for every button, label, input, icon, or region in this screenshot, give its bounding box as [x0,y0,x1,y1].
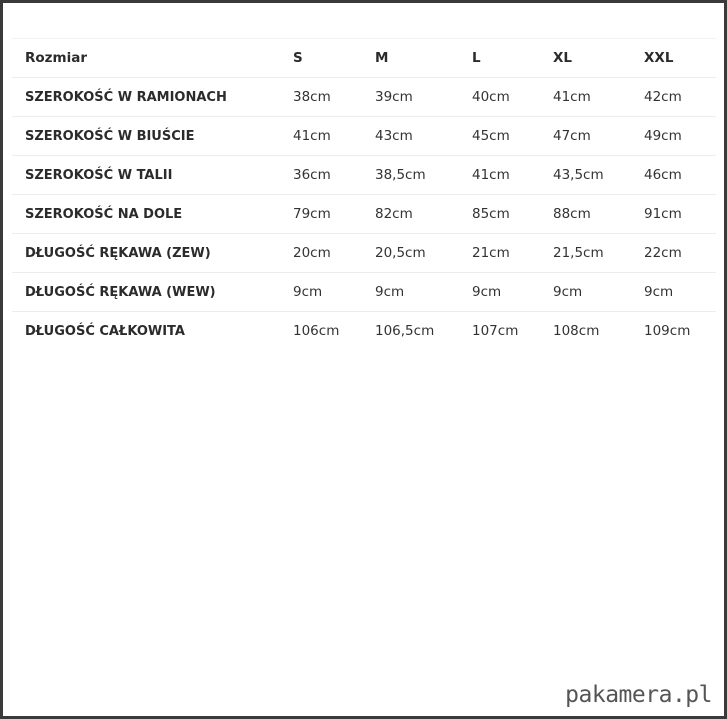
cell-value: 38cm [280,78,362,117]
cell-value: 43,5cm [540,156,631,195]
cell-value: 42cm [631,78,716,117]
cell-value: 21cm [459,234,540,273]
cell-value: 109cm [631,312,716,351]
table-row [12,78,716,117]
header-size-l: L [459,39,540,78]
pakamera-watermark: pakamera.pl [565,682,712,708]
row-label: DŁUGOŚĆ RĘKAWA (WEW) [12,273,280,312]
row-label: DŁUGOŚĆ CAŁKOWITA [12,312,280,351]
table-row [12,156,716,195]
cell-value: 21,5cm [540,234,631,273]
table-row [12,234,716,273]
cell-value: 9cm [540,273,631,312]
cell-value: 47cm [540,117,631,156]
cell-value: 38,5cm [362,156,459,195]
cell-value: 20cm [280,234,362,273]
header-size-m: M [362,39,459,78]
cell-value: 39cm [362,78,459,117]
cell-value: 108cm [540,312,631,351]
table-row [12,273,716,312]
cell-value: 106cm [280,312,362,351]
cell-value: 41cm [459,156,540,195]
row-label: SZEROKOŚĆ W TALII [12,156,280,195]
header-size-s: S [280,39,362,78]
header-size-label: Rozmiar [12,39,280,78]
size-table [12,38,716,350]
cell-value: 45cm [459,117,540,156]
row-label: SZEROKOŚĆ W RAMIONACH [12,78,280,117]
cell-value: 41cm [540,78,631,117]
cell-value: 43cm [362,117,459,156]
cell-value: 41cm [280,117,362,156]
cell-value: 82cm [362,195,459,234]
row-label: DŁUGOŚĆ RĘKAWA (ZEW) [12,234,280,273]
cell-value: 106,5cm [362,312,459,351]
header-size-xl: XL [540,39,631,78]
table-row [12,195,716,234]
cell-value: 88cm [540,195,631,234]
cell-value: 49cm [631,117,716,156]
cell-value: 107cm [459,312,540,351]
cell-value: 79cm [280,195,362,234]
cell-value: 85cm [459,195,540,234]
table-header-row [12,39,716,78]
row-label: SZEROKOŚĆ NA DOLE [12,195,280,234]
cell-value: 91cm [631,195,716,234]
cell-value: 9cm [459,273,540,312]
cell-value: 9cm [280,273,362,312]
cell-value: 46cm [631,156,716,195]
table-row [12,117,716,156]
cell-value: 20,5cm [362,234,459,273]
header-size-xxl: XXL [631,39,716,78]
table-row [12,312,716,351]
cell-value: 9cm [362,273,459,312]
cell-value: 9cm [631,273,716,312]
row-label: SZEROKOŚĆ W BIUŚCIE [12,117,280,156]
cell-value: 40cm [459,78,540,117]
cell-value: 22cm [631,234,716,273]
cell-value: 36cm [280,156,362,195]
